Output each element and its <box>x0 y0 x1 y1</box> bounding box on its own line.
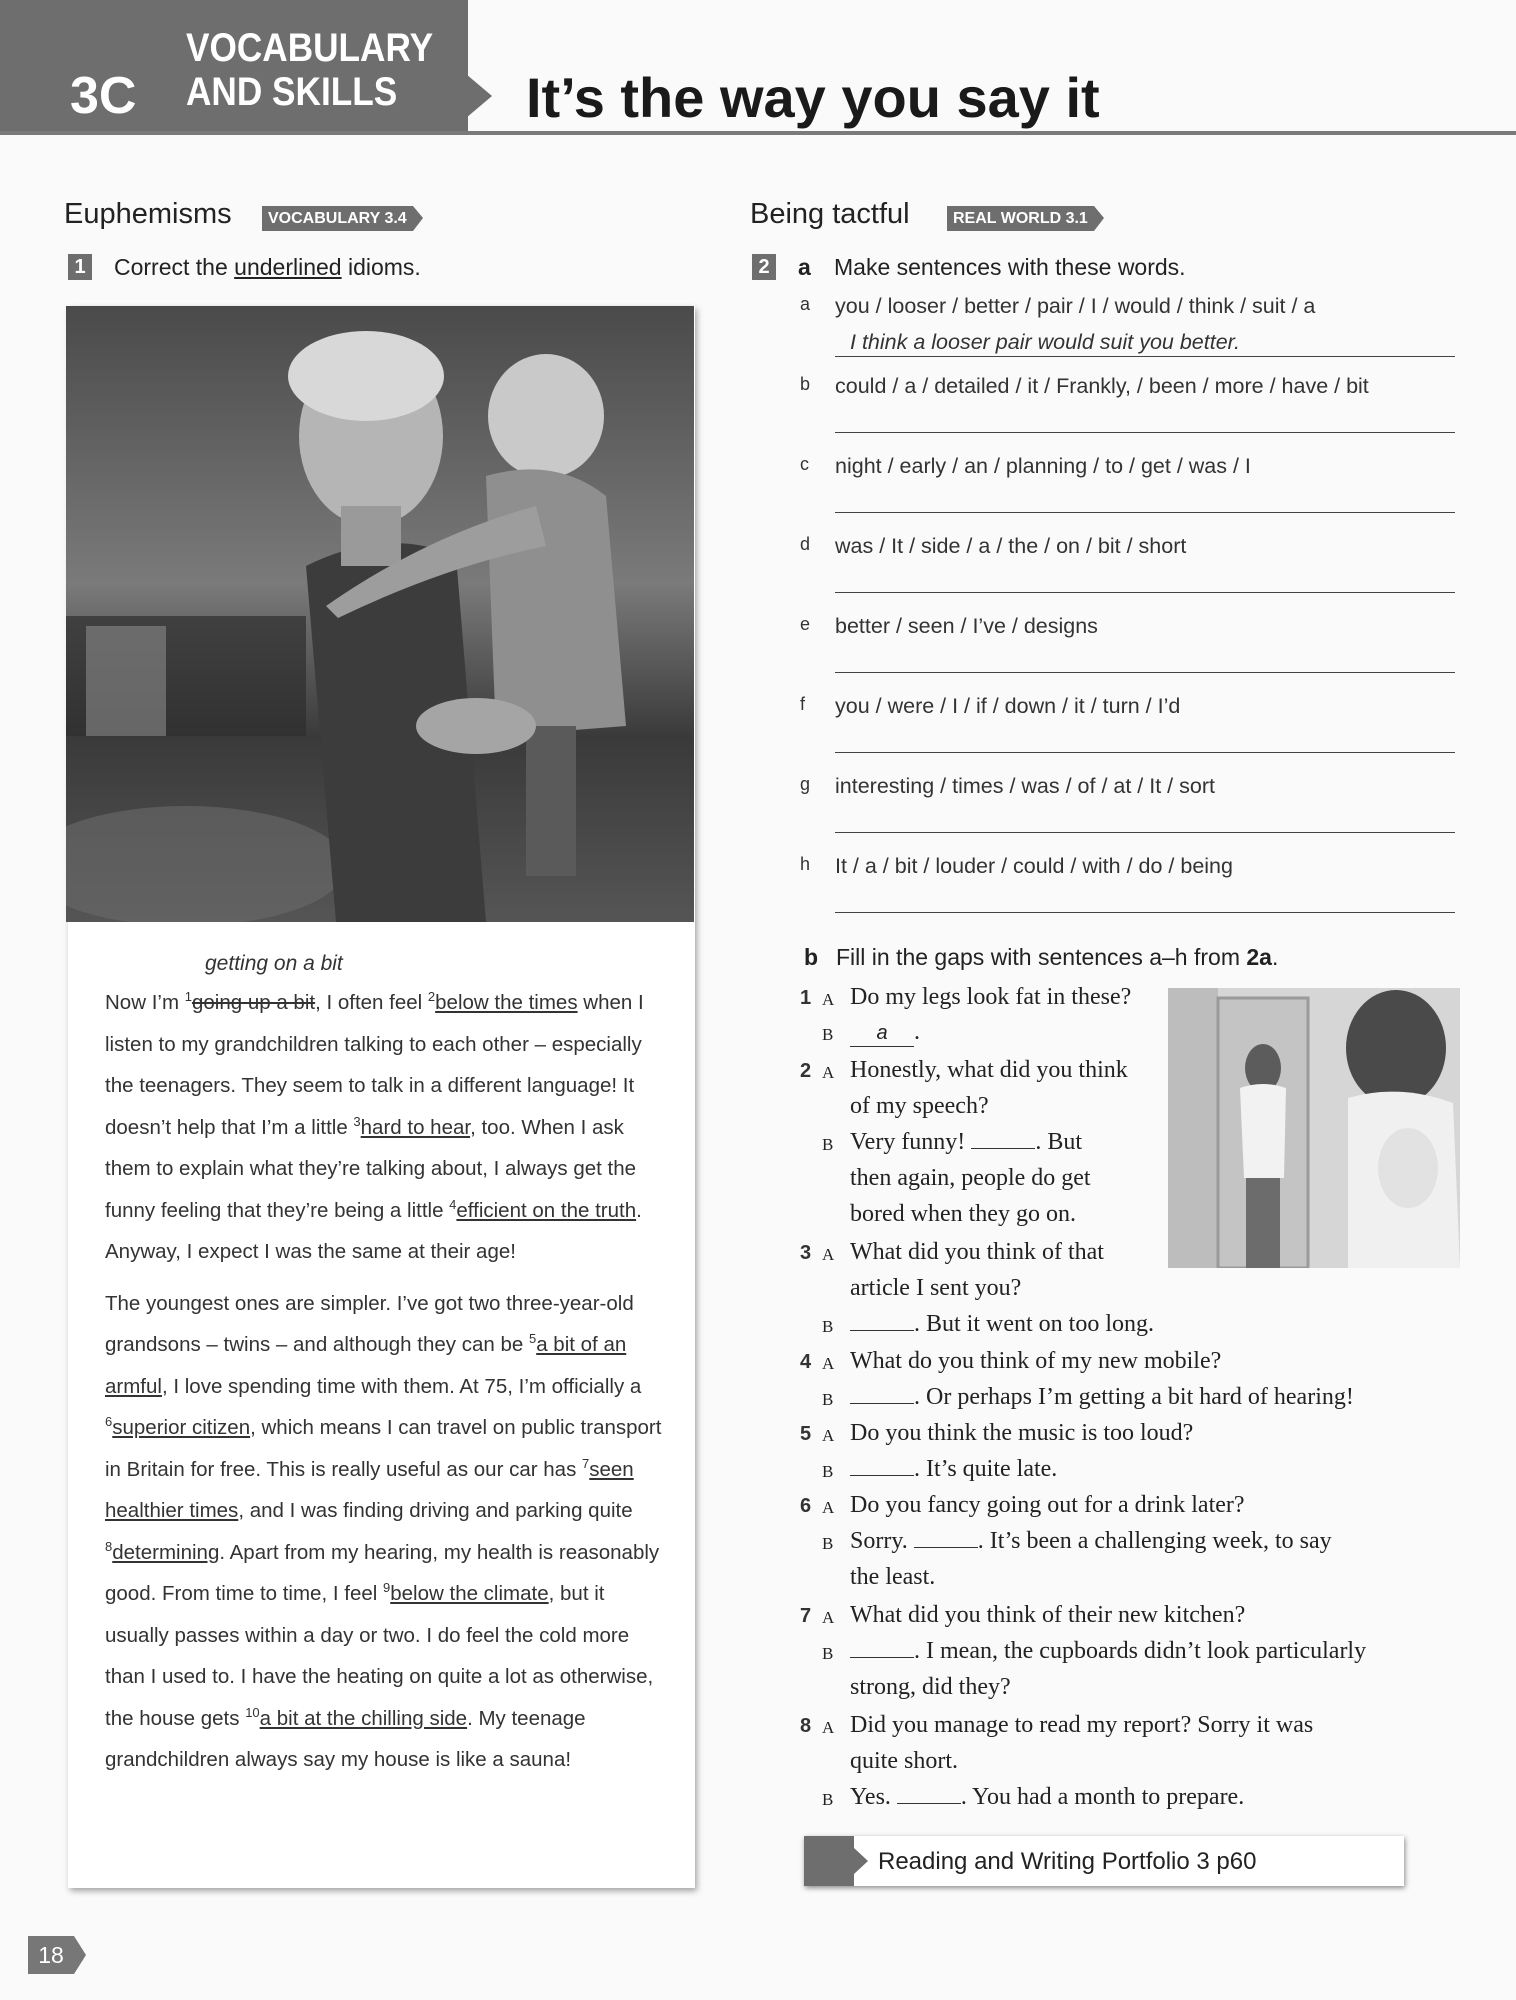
speaker-a: A <box>822 1063 836 1082</box>
dialogue-6-b-line1: Sorry. . It’s been a challenging week, to say <box>850 1528 1332 1554</box>
dialogue-5-a: Do you think the music is too loud? <box>850 1420 1194 1446</box>
dialogue-number-8: 8 <box>800 1715 812 1737</box>
article-text <box>105 982 665 1791</box>
section-tag-real-world: REAL WORLD 3.1 <box>947 206 1094 231</box>
header-divider <box>0 131 1516 135</box>
answer-a: I think a looser pair would suit you better. <box>850 330 1240 354</box>
gap-4[interactable] <box>850 1385 914 1404</box>
speaker-b: B <box>822 1025 835 1044</box>
speaker-a: A <box>822 1718 836 1737</box>
answer-line-e[interactable] <box>835 672 1455 673</box>
gap-3[interactable] <box>850 1312 914 1331</box>
dialogue-1-b: a . <box>850 1019 920 1047</box>
idiom-6: superior citizen <box>112 1416 251 1439</box>
dialogue-number-5: 5 <box>800 1423 812 1445</box>
answer-line-d[interactable] <box>835 592 1455 593</box>
speaker-a: A <box>822 1426 836 1445</box>
speaker-a: A <box>822 1354 836 1373</box>
section-title-euphemisms: Euphemisms <box>64 198 232 230</box>
idiom-1: going up a bit <box>191 991 316 1014</box>
section-title-being-tactful: Being tactful <box>750 198 910 230</box>
speaker-b: B <box>822 1462 835 1481</box>
article-paragraph-2: The youngest ones are simpler. I’ve got two three-year-old grandsons – twins – and although they can be $^5$a bit of an armful, I love spending time with them. At 75, I’m officially a $^6$superior citizen, which means I can travel on public transport in Britain for free. This is really useful as our car has $^7$seen healthier times, and I was finding driving and parking quite $^8$determining. Apart from my hearing, my health is reasonably good. From time to time, I feel $^9$below the climate, but it usually passes within a day or two. I do feel the cold more than I used to. I have the heating on quite a lot as otherwise, the house gets $^{10}$a bit at the chilling side. My teenage grandchildren always say my house is like a sauna! <box>105 1291 662 1771</box>
dialogue-number-4: 4 <box>800 1351 812 1373</box>
part-a-letter: a <box>798 254 811 280</box>
gap-7[interactable] <box>850 1639 914 1658</box>
dialogue-4-a: What do you think of my new mobile? <box>850 1348 1222 1374</box>
answer-line-f[interactable] <box>835 752 1455 753</box>
speaker-b: B <box>822 1644 835 1663</box>
idiom-4: efficient on the truth <box>456 1198 637 1222</box>
idiom-8: determining <box>112 1540 220 1564</box>
exercise-1-instruction: Correct the underlined idioms. <box>114 254 421 280</box>
speaker-b: B <box>822 1534 835 1553</box>
gap-5[interactable] <box>850 1457 914 1476</box>
portfolio-arrow-icon <box>804 1836 854 1886</box>
woman-in-mirror-photo <box>1168 988 1460 1268</box>
dialogue-5-b: . It’s quite late. <box>850 1456 1057 1483</box>
dialogue-1-a: Do my legs look fat in these? <box>850 984 1132 1010</box>
idiom-9: below the climate <box>390 1582 549 1605</box>
dialogue-4-b: . Or perhaps I’m getting a bit hard of hearing! <box>850 1384 1354 1411</box>
dialogue-2-a-line1: Honestly, what did you think <box>850 1057 1128 1083</box>
answer-line-h[interactable] <box>835 912 1455 913</box>
idiom-5: a bit of an armful <box>105 1333 627 1398</box>
exercise-number-2: 2 <box>752 254 776 280</box>
correction-example: getting on a bit <box>205 952 343 975</box>
answer-line-g[interactable] <box>835 832 1455 833</box>
portfolio-reference: Reading and Writing Portfolio 3 p60 <box>878 1848 1257 1875</box>
idiom-7: seen healthier times <box>105 1457 634 1522</box>
page-number-arrow-icon <box>74 1936 86 1974</box>
speaker-a: A <box>822 990 836 1009</box>
page-title: It’s the way you say it <box>526 66 1100 129</box>
speaker-a: A <box>822 1608 836 1627</box>
gap-6[interactable] <box>914 1529 978 1548</box>
answer-line-a[interactable] <box>835 356 1455 357</box>
dialogue-7-a: What did you think of their new kitchen? <box>850 1602 1246 1628</box>
dialogue-2-b-line3: bored when they go on. <box>850 1201 1076 1227</box>
unit-code: 3C <box>70 67 137 125</box>
dialogue-3-a-line2: article I sent you? <box>850 1275 1022 1301</box>
speaker-b: B <box>822 1790 835 1809</box>
dialogue-3-a-line1: What did you think of that <box>850 1239 1104 1265</box>
dialogue-7-b-line1: . I mean, the cupboards didn’t look particularly <box>850 1638 1366 1665</box>
gap-8[interactable] <box>897 1785 961 1804</box>
dialogue-8-b: Yes. . You had a month to prepare. <box>850 1784 1245 1810</box>
speaker-b: B <box>822 1135 835 1154</box>
dialogue-8-a-line1: Did you manage to read my report? Sorry it was <box>850 1712 1314 1738</box>
speaker-b: B <box>822 1317 835 1336</box>
dialogue-number-3: 3 <box>800 1242 812 1264</box>
dialogue-6-a: Do you fancy going out for a drink later? <box>850 1492 1245 1518</box>
grandmother-holding-child-photo <box>66 306 694 922</box>
part-b-letter: b <box>804 944 819 970</box>
idiom-2: below the times <box>435 991 578 1014</box>
dialogue-number-6: 6 <box>800 1495 812 1517</box>
dialogue-number-2: 2 <box>800 1060 812 1082</box>
idiom-10: a bit at the chilling side <box>259 1706 468 1730</box>
unit-category-line1: VOCABULARY <box>186 26 434 70</box>
gap-1[interactable]: a <box>850 1022 914 1047</box>
exercise-number-1: 1 <box>68 254 92 280</box>
gap-2[interactable] <box>971 1130 1035 1149</box>
dialogue-3-b: . But it went on too long. <box>850 1311 1154 1338</box>
speaker-b: B <box>822 1390 835 1409</box>
unit-category-line2: AND SKILLS <box>186 70 398 114</box>
answer-line-b[interactable] <box>835 432 1455 433</box>
part-a-instruction: Make sentences with these words. <box>834 254 1186 280</box>
section-tag-vocabulary: VOCABULARY 3.4 <box>262 206 413 231</box>
speaker-a: A <box>822 1498 836 1517</box>
dialogue-number-7: 7 <box>800 1605 812 1627</box>
dialogue-number-1: 1 <box>800 987 812 1009</box>
dialogue-2-a-line2: of my speech? <box>850 1093 989 1119</box>
dialogue-2-b-line1: Very funny! . But <box>850 1129 1082 1155</box>
part-b-instruction: Fill in the gaps with sentences a–h from 2a. <box>836 944 1279 970</box>
unit-header-arrow <box>466 74 492 118</box>
dialogue-6-b-line2: the least. <box>850 1564 936 1590</box>
idiom-3: hard to hear <box>360 1115 471 1139</box>
answer-line-c[interactable] <box>835 512 1455 513</box>
page-number: 18 <box>28 1936 74 1974</box>
dialogue-8-a-line2: quite short. <box>850 1748 958 1774</box>
speaker-a: A <box>822 1245 836 1264</box>
article-paragraph-1: Now I’m $^1$going up a bit, I often feel $^2$below the times when I listen to my grandchildren talking to each other – especially the teenagers. They seem to talk in a different language! It doesn’t help that I’m a little $^3$hard to hear, too. When I ask them to explain what they’re talking about, I always get the funny feeling that they’re being a little $^4$efficient on the truth. Anyway, I expect I was the same at their age! <box>105 989 644 1263</box>
dialogue-7-b-line2: strong, did they? <box>850 1674 1011 1700</box>
dialogue-2-b-line2: then again, people do get <box>850 1165 1091 1191</box>
